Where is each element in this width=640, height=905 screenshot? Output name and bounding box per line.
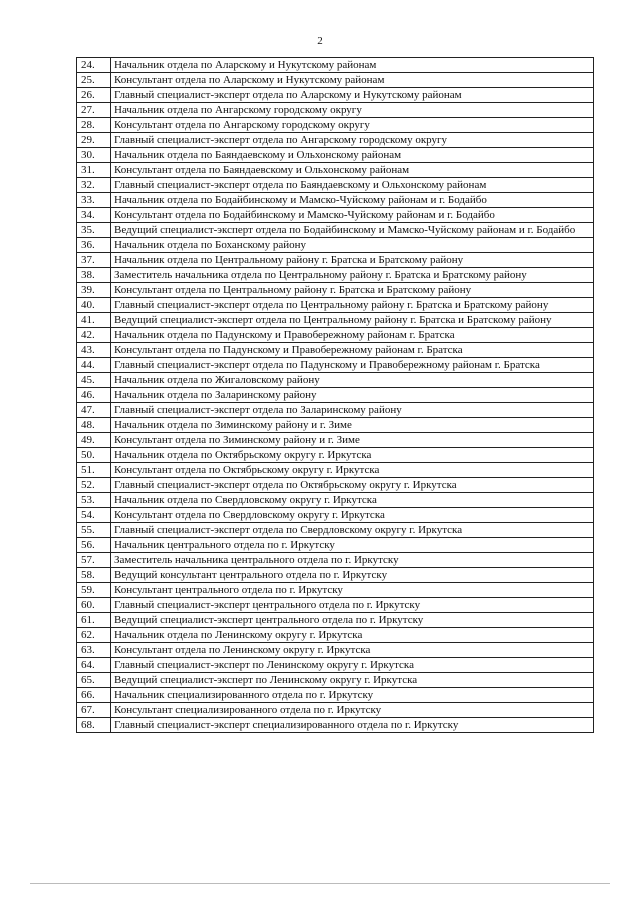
row-number: 33. — [77, 193, 111, 208]
position-title: Главный специалист-эксперт центрального отдела по г. Иркутску — [111, 598, 594, 613]
position-title: Главный специалист-эксперт отдела по Падунскому и Правобережному районам г. Братска — [111, 358, 594, 373]
row-number: 34. — [77, 208, 111, 223]
row-number: 59. — [77, 583, 111, 598]
position-title: Ведущий специалист-эксперт отдела по Центральному району г. Братска и Братскому району — [111, 313, 594, 328]
row-number: 55. — [77, 523, 111, 538]
table-row — [77, 688, 594, 703]
table-row — [77, 268, 594, 283]
table-row — [77, 283, 594, 298]
table-row — [77, 148, 594, 163]
table-row — [77, 343, 594, 358]
position-title: Главный специалист-эксперт отдела по Октябрьскому округу г. Иркутска — [111, 478, 594, 493]
table-row — [77, 718, 594, 733]
position-title: Консультант отдела по Октябрьскому округу г. Иркутска — [111, 463, 594, 478]
table-row — [77, 523, 594, 538]
table-row — [77, 133, 594, 148]
position-title: Ведущий специалист-эксперт по Ленинскому округу г. Иркутска — [111, 673, 594, 688]
table-row — [77, 658, 594, 673]
position-title: Ведущий специалист-эксперт центрального отдела по г. Иркутску — [111, 613, 594, 628]
table-row — [77, 538, 594, 553]
table-row — [77, 583, 594, 598]
table-row — [77, 238, 594, 253]
position-title: Консультант отдела по Ангарскому городскому округу — [111, 118, 594, 133]
table-row — [77, 613, 594, 628]
position-title: Консультант отдела по Баяндаевскому и Ольхонскому районам — [111, 163, 594, 178]
position-title: Начальник отдела по Центральному району г. Братска и Братскому району — [111, 253, 594, 268]
position-title: Консультант центрального отдела по г. Иркутску — [111, 583, 594, 598]
row-number: 41. — [77, 313, 111, 328]
position-title: Консультант отдела по Аларскому и Нукутскому районам — [111, 73, 594, 88]
row-number: 66. — [77, 688, 111, 703]
row-number: 65. — [77, 673, 111, 688]
row-number: 51. — [77, 463, 111, 478]
table-row — [77, 358, 594, 373]
row-number: 38. — [77, 268, 111, 283]
position-title: Консультант отдела по Бодайбинскому и Мамско-Чуйскому районам и г. Бодайбо — [111, 208, 594, 223]
row-number: 60. — [77, 598, 111, 613]
table-row — [77, 223, 594, 238]
row-number: 47. — [77, 403, 111, 418]
position-title: Начальник отдела по Баяндаевскому и Ольхонскому районам — [111, 148, 594, 163]
row-number: 57. — [77, 553, 111, 568]
row-number: 32. — [77, 178, 111, 193]
row-number: 31. — [77, 163, 111, 178]
position-title: Начальник центрального отдела по г. Иркутску — [111, 538, 594, 553]
position-title: Начальник отдела по Боханскому району — [111, 238, 594, 253]
table-row — [77, 643, 594, 658]
table-row — [77, 313, 594, 328]
table-row — [77, 163, 594, 178]
position-title: Заместитель начальника отдела по Центральному району г. Братска и Братскому району — [111, 268, 594, 283]
position-title: Главный специалист-эксперт отдела по Заларинскому району — [111, 403, 594, 418]
row-number: 63. — [77, 643, 111, 658]
position-title: Начальник отдела по Зиминскому району и г. Зиме — [111, 418, 594, 433]
row-number: 42. — [77, 328, 111, 343]
row-number: 48. — [77, 418, 111, 433]
table-row — [77, 253, 594, 268]
position-title: Главный специалист-эксперт по Ленинскому округу г. Иркутска — [111, 658, 594, 673]
row-number: 35. — [77, 223, 111, 238]
position-title: Начальник отдела по Аларскому и Нукутскому районам — [111, 58, 594, 73]
table-row — [77, 463, 594, 478]
row-number: 45. — [77, 373, 111, 388]
position-title: Консультант отдела по Центральному району г. Братска и Братскому району — [111, 283, 594, 298]
table-row — [77, 388, 594, 403]
row-number: 30. — [77, 148, 111, 163]
table-row — [77, 103, 594, 118]
row-number: 62. — [77, 628, 111, 643]
row-number: 36. — [77, 238, 111, 253]
table-row — [77, 553, 594, 568]
position-title: Ведущий консультант центрального отдела по г. Иркутску — [111, 568, 594, 583]
position-title: Главный специалист-эксперт отдела по Центральному району г. Братска и Братскому району — [111, 298, 594, 313]
position-title: Начальник отдела по Ангарскому городскому округу — [111, 103, 594, 118]
position-title: Главный специалист-эксперт отдела по Баяндаевскому и Ольхонскому районам — [111, 178, 594, 193]
table-row — [77, 598, 594, 613]
position-title: Консультант отдела по Ленинскому округу г. Иркутска — [111, 643, 594, 658]
row-number: 56. — [77, 538, 111, 553]
table-row — [77, 178, 594, 193]
row-number: 39. — [77, 283, 111, 298]
table-row — [77, 328, 594, 343]
position-title: Начальник отдела по Жигаловскому району — [111, 373, 594, 388]
row-number: 58. — [77, 568, 111, 583]
position-title: Консультант отдела по Падунскому и Правобережному районам г. Братска — [111, 343, 594, 358]
table-row — [77, 628, 594, 643]
table-row — [77, 118, 594, 133]
row-number: 46. — [77, 388, 111, 403]
position-title: Главный специалист-эксперт отдела по Аларскому и Нукутскому районам — [111, 88, 594, 103]
table-row — [77, 208, 594, 223]
position-title: Начальник отдела по Бодайбинскому и Мамско-Чуйскому районам и г. Бодайбо — [111, 193, 594, 208]
row-number: 43. — [77, 343, 111, 358]
row-number: 50. — [77, 448, 111, 463]
row-number: 44. — [77, 358, 111, 373]
row-number: 68. — [77, 718, 111, 733]
position-title: Консультант отдела по Зиминскому району и г. Зиме — [111, 433, 594, 448]
row-number: 52. — [77, 478, 111, 493]
row-number: 25. — [77, 73, 111, 88]
position-title: Главный специалист-эксперт отдела по Ангарскому городскому округу — [111, 133, 594, 148]
table-row — [77, 508, 594, 523]
position-title: Начальник отдела по Октябрьскому округу г. Иркутска — [111, 448, 594, 463]
page-number: 2 — [317, 35, 323, 47]
position-title: Начальник отдела по Заларинскому району — [111, 388, 594, 403]
row-number: 24. — [77, 58, 111, 73]
position-title: Начальник отдела по Падунскому и Правобережному районам г. Братска — [111, 328, 594, 343]
row-number: 40. — [77, 298, 111, 313]
scan-artifact-line — [30, 883, 610, 884]
row-number: 28. — [77, 118, 111, 133]
position-title: Главный специалист-эксперт отдела по Свердловскому округу г. Иркутска — [111, 523, 594, 538]
row-number: 64. — [77, 658, 111, 673]
position-title: Ведущий специалист-эксперт отдела по Бодайбинскому и Мамско-Чуйскому районам и г. Бодайбо — [111, 223, 594, 238]
row-number: 29. — [77, 133, 111, 148]
row-number: 67. — [77, 703, 111, 718]
row-number: 37. — [77, 253, 111, 268]
table-row — [77, 568, 594, 583]
table-row — [77, 373, 594, 388]
positions-table — [76, 57, 594, 733]
table-row — [77, 433, 594, 448]
position-title: Консультант специализированного отдела по г. Иркутску — [111, 703, 594, 718]
position-title: Начальник отдела по Ленинскому округу г. Иркутска — [111, 628, 594, 643]
table-row — [77, 298, 594, 313]
table-row — [77, 403, 594, 418]
table-row — [77, 73, 594, 88]
position-title: Главный специалист-эксперт специализированного отдела по г. Иркутску — [111, 718, 594, 733]
table-row — [77, 493, 594, 508]
table-row — [77, 418, 594, 433]
table-row — [77, 448, 594, 463]
table-row — [77, 703, 594, 718]
row-number: 61. — [77, 613, 111, 628]
position-title: Начальник отдела по Свердловскому округу г. Иркутска — [111, 493, 594, 508]
position-title: Заместитель начальника центрального отдела по г. Иркутску — [111, 553, 594, 568]
table-row — [77, 58, 594, 73]
table-row — [77, 193, 594, 208]
table-row — [77, 478, 594, 493]
row-number: 54. — [77, 508, 111, 523]
row-number: 49. — [77, 433, 111, 448]
row-number: 53. — [77, 493, 111, 508]
positions-table-body — [77, 58, 594, 733]
row-number: 26. — [77, 88, 111, 103]
table-row — [77, 673, 594, 688]
position-title: Консультант отдела по Свердловскому округу г. Иркутска — [111, 508, 594, 523]
row-number: 27. — [77, 103, 111, 118]
position-title: Начальник специализированного отдела по г. Иркутску — [111, 688, 594, 703]
table-row — [77, 88, 594, 103]
